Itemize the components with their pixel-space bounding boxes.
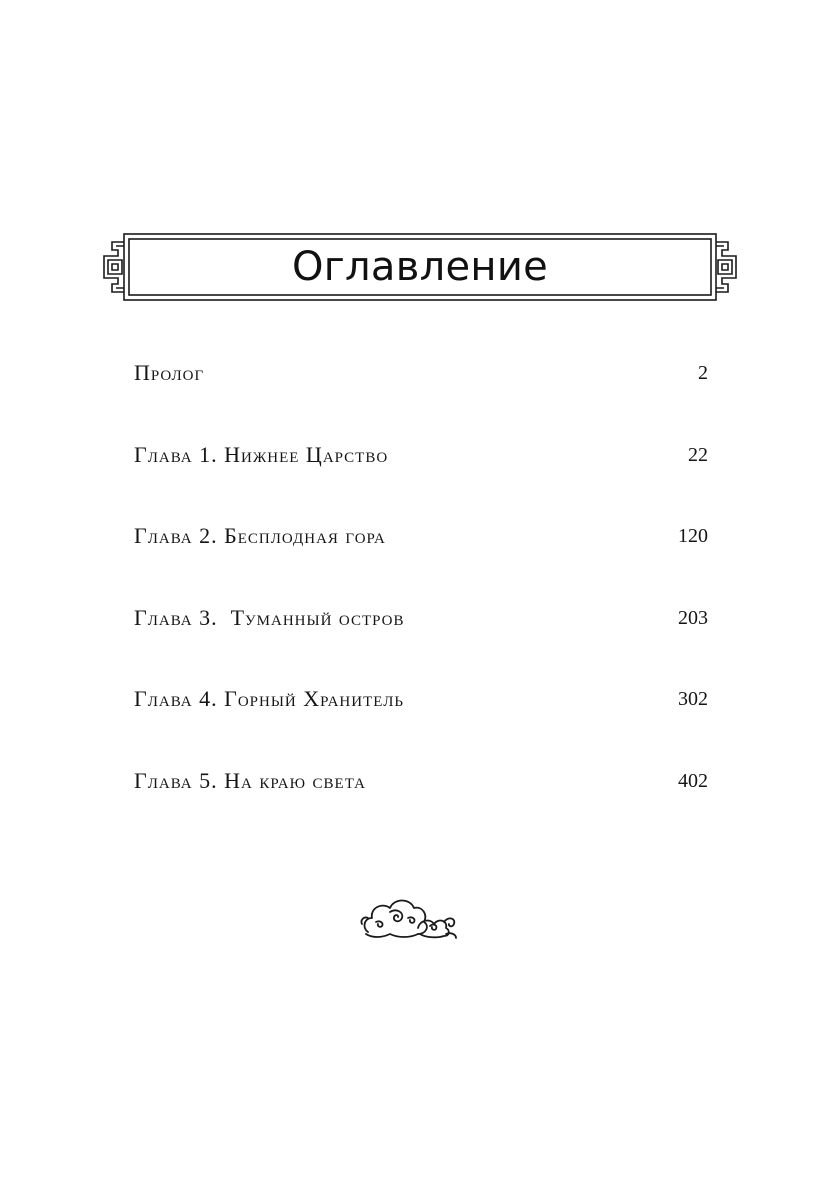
toc-entry-title: Глава 4. Горный Хранитель	[134, 686, 404, 712]
toc-entry-title: Пролог	[134, 360, 205, 385]
toc-entry[interactable]	[134, 518, 708, 600]
toc-entry-page: 302	[678, 688, 708, 711]
toc-entry-page: 22	[688, 443, 708, 466]
table-of-contents	[134, 355, 708, 845]
toc-entry[interactable]	[134, 355, 708, 437]
toc-entry-page: 120	[678, 525, 708, 548]
toc-entry-title: Глава 5. На краю света	[134, 767, 366, 793]
toc-entry-page: 203	[678, 606, 708, 629]
toc-entry[interactable]	[134, 681, 708, 763]
cloud-swirl-icon	[360, 888, 460, 948]
toc-entry-title: Глава 3. Туманный остров	[134, 604, 405, 630]
page-title: Оглавление	[291, 244, 549, 290]
toc-entry-page: 402	[678, 769, 708, 792]
toc-entry[interactable]	[134, 763, 708, 845]
toc-entry[interactable]	[134, 600, 708, 682]
toc-entry[interactable]	[134, 437, 708, 519]
toc-entry-title: Глава 1. Нижнее Царство	[134, 441, 389, 467]
toc-entry-title: Глава 2. Бесплодная гора	[134, 523, 386, 549]
toc-entry-page: 2	[698, 362, 708, 384]
title-frame	[100, 232, 740, 302]
